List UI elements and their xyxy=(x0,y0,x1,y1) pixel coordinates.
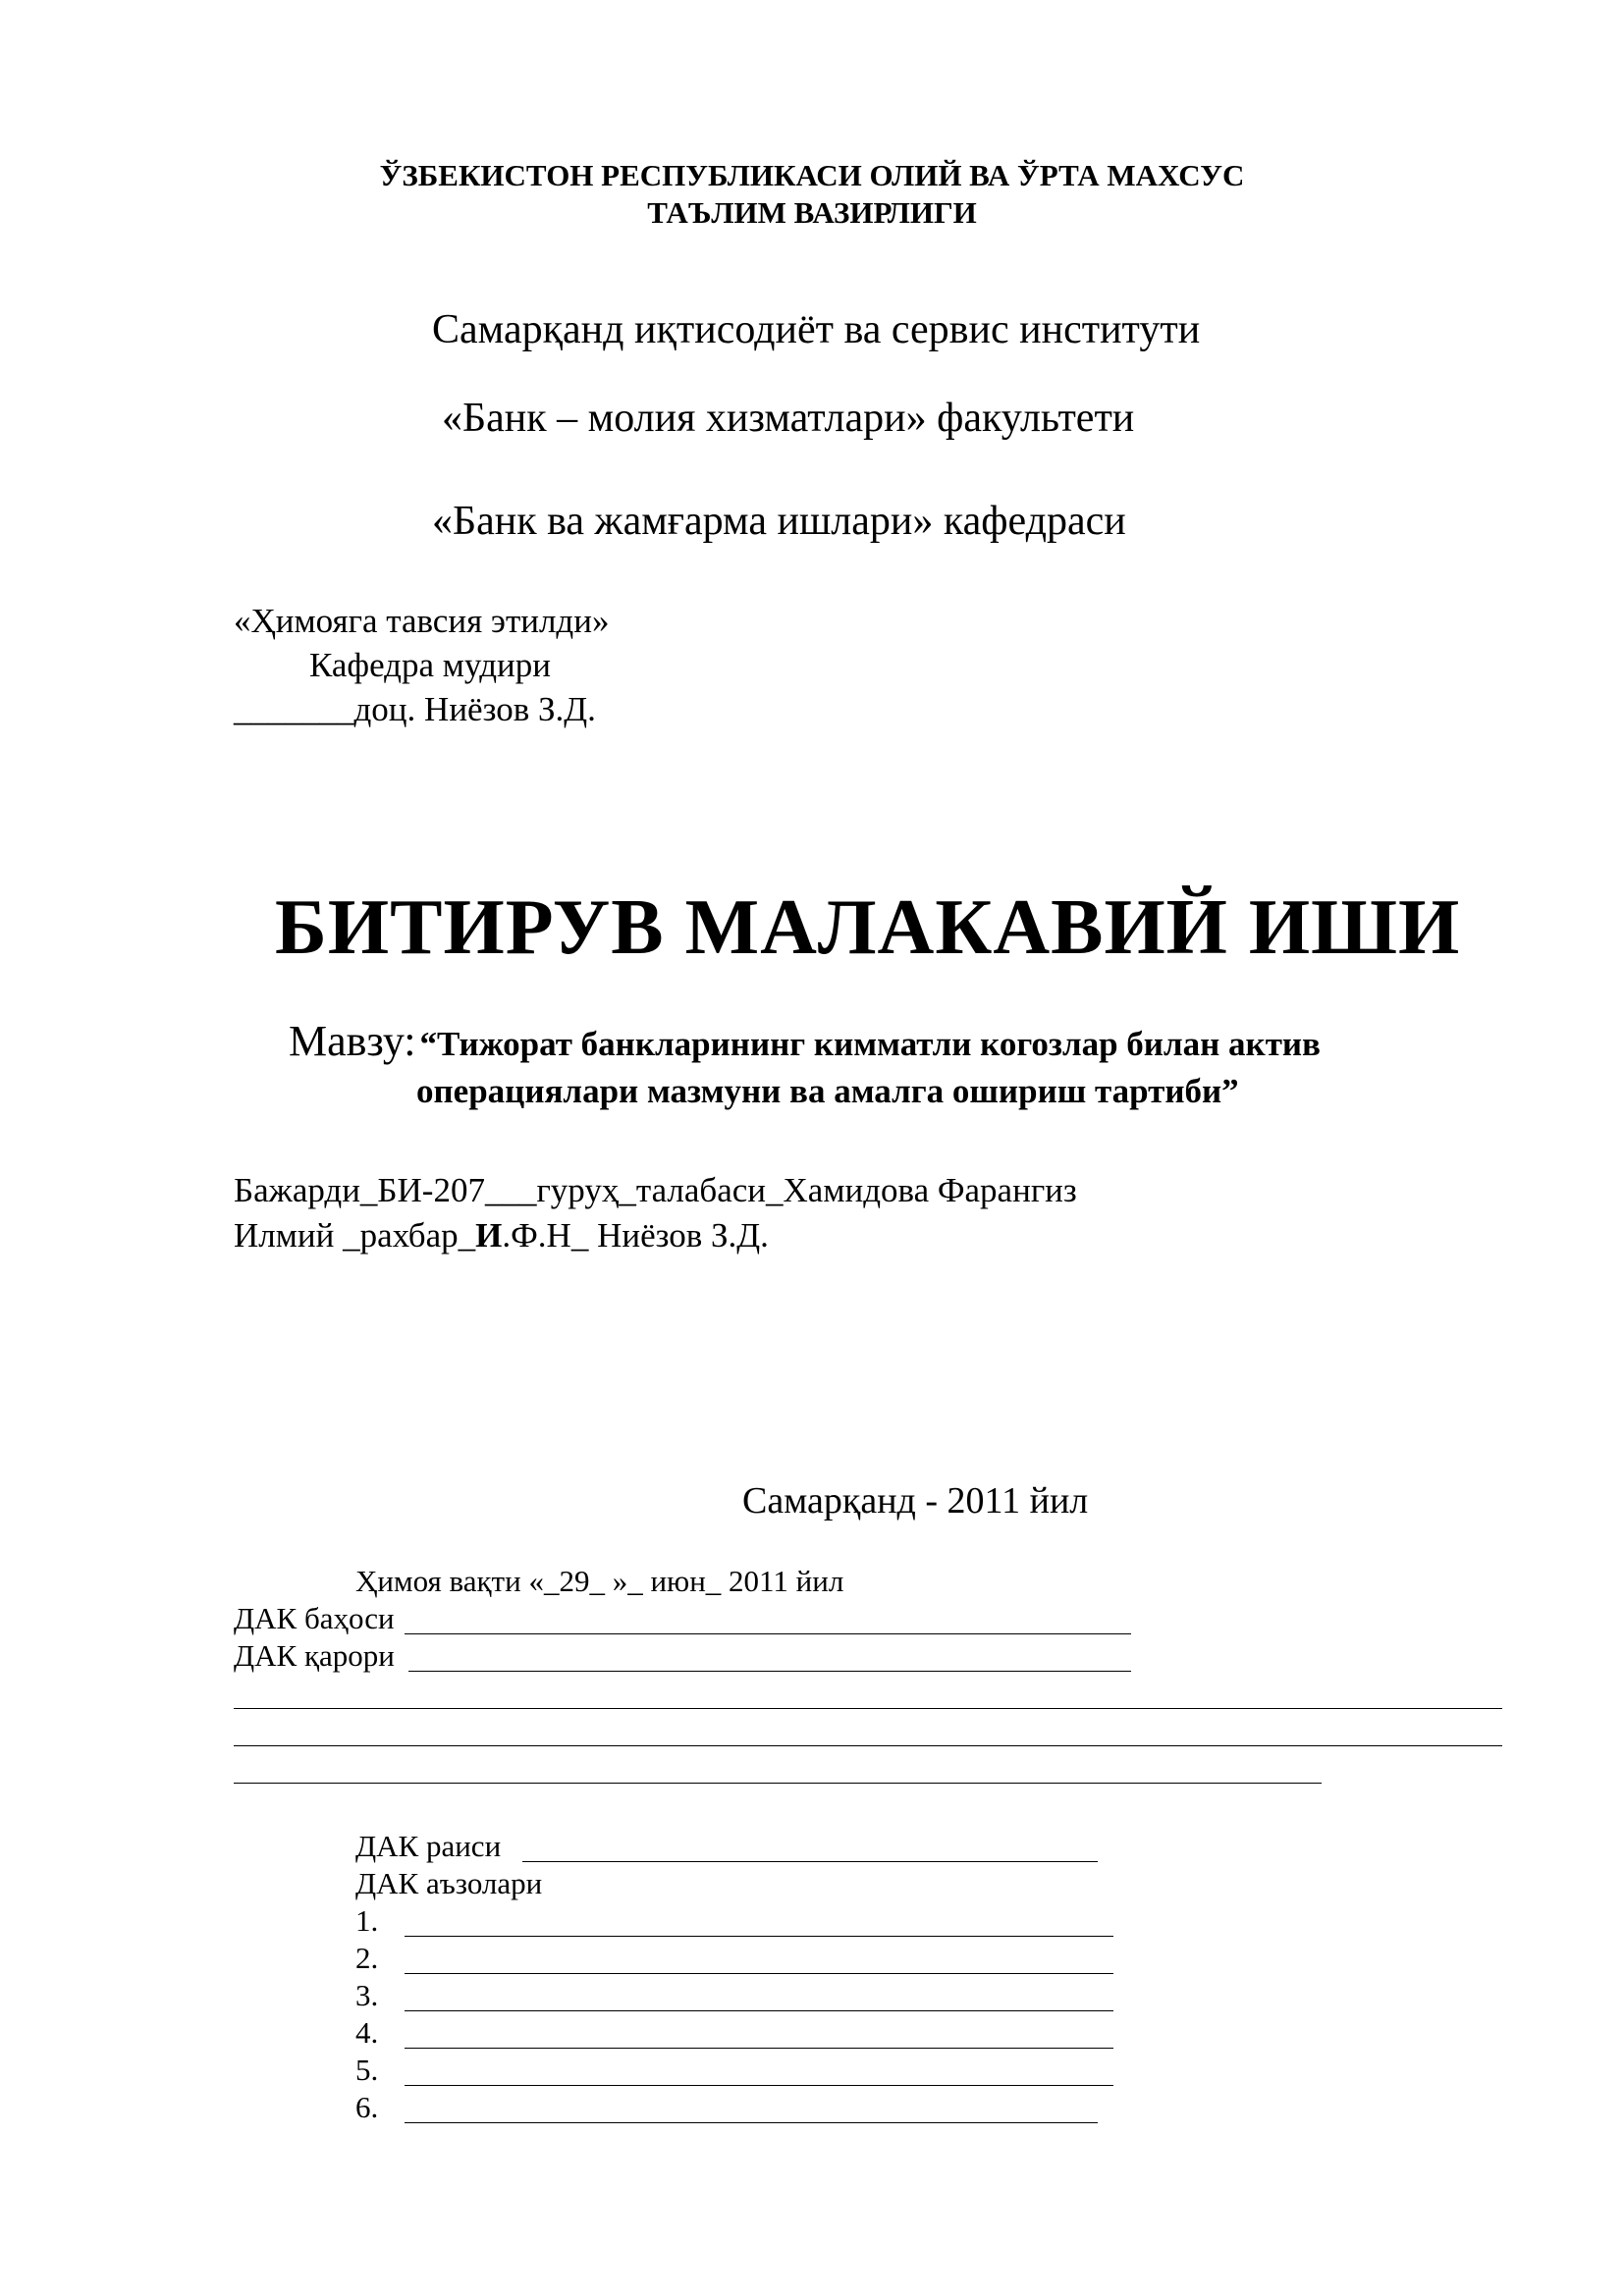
recommendation-line-2: Кафедра мудири xyxy=(309,646,551,684)
member-line xyxy=(405,2010,1113,2011)
head-of-department-name: доц. Ниёзов З.Д. xyxy=(353,690,596,728)
supervisor-line xyxy=(234,1213,769,1258)
city-year: Самарқанд - 2011 йил xyxy=(742,1480,1089,1522)
document-title: БИТИРУВ МАЛАКАВИЙ ИШИ xyxy=(275,884,1461,971)
supervisor-label: Илмий _рахбар_ xyxy=(234,1216,476,1255)
member-line xyxy=(405,2085,1113,2086)
topic-text-1: “Тижорат банкларининг кимматли когозлар билан актив xyxy=(419,1025,1321,1063)
supervisor-initial: И xyxy=(475,1216,503,1255)
department-name: «Банк ва жамғарма ишлари» кафедраси xyxy=(432,499,1126,544)
student-line: Бажарди_БИ-207___гуруҳ_талабаси_Хамидова Фарангиз xyxy=(234,1171,1077,1209)
recommendation-line-3 xyxy=(234,687,596,731)
decision-field-line xyxy=(408,1671,1131,1672)
member-line xyxy=(405,2048,1113,2049)
grade-field-line xyxy=(405,1633,1131,1634)
faculty-name: «Банк – молия хизматлари» факультети xyxy=(442,396,1135,441)
defense-date: Ҳимоя вақти «_29_ »_ июн_ 2011 йил xyxy=(355,1564,844,1598)
member-row: 3. xyxy=(355,1978,379,2012)
ministry-line-2: ТАЪЛИМ ВАЗИРЛИГИ xyxy=(647,195,977,230)
institute-name: Самарқанд иқтисодиёт ва сервис институти xyxy=(432,307,1201,352)
decision-label: ДАК қарори xyxy=(234,1638,395,1673)
notes-line-3 xyxy=(234,1783,1322,1784)
signature-blank: _______ xyxy=(234,690,354,728)
chair-field-line xyxy=(522,1861,1098,1862)
member-row: 1. xyxy=(355,1903,379,1938)
notes-line-2 xyxy=(234,1745,1502,1746)
member-line xyxy=(405,2122,1098,2123)
member-row: 4. xyxy=(355,2015,379,2050)
recommendation-line-1: «Ҳимояга тавсия этилди» xyxy=(234,602,610,640)
member-row: 2. xyxy=(355,1941,379,1975)
member-line xyxy=(405,1973,1113,1974)
topic-line-2: операциялари мазмуни ва амалга ошириш тартиби” xyxy=(416,1072,1239,1110)
ministry-line-1: ЎЗБЕКИСТОН РЕСПУБЛИКАСИ ОЛИЙ ВА ЎРТА МАХСУС xyxy=(379,158,1245,192)
notes-line-1 xyxy=(234,1708,1502,1709)
member-row: 6. xyxy=(355,2090,379,2124)
grade-label: ДАК баҳоси xyxy=(234,1601,395,1635)
topic-line-1 xyxy=(289,1016,1321,1066)
topic-prefix: Мавзу: xyxy=(289,1017,416,1065)
members-label: ДАК аъзолари xyxy=(355,1866,543,1900)
member-row: 5. xyxy=(355,2053,379,2087)
member-line xyxy=(405,1936,1113,1937)
supervisor-name: .Ф.Н_ Ниёзов З.Д. xyxy=(502,1216,769,1255)
chair-label: ДАК раиси xyxy=(355,1829,502,1863)
